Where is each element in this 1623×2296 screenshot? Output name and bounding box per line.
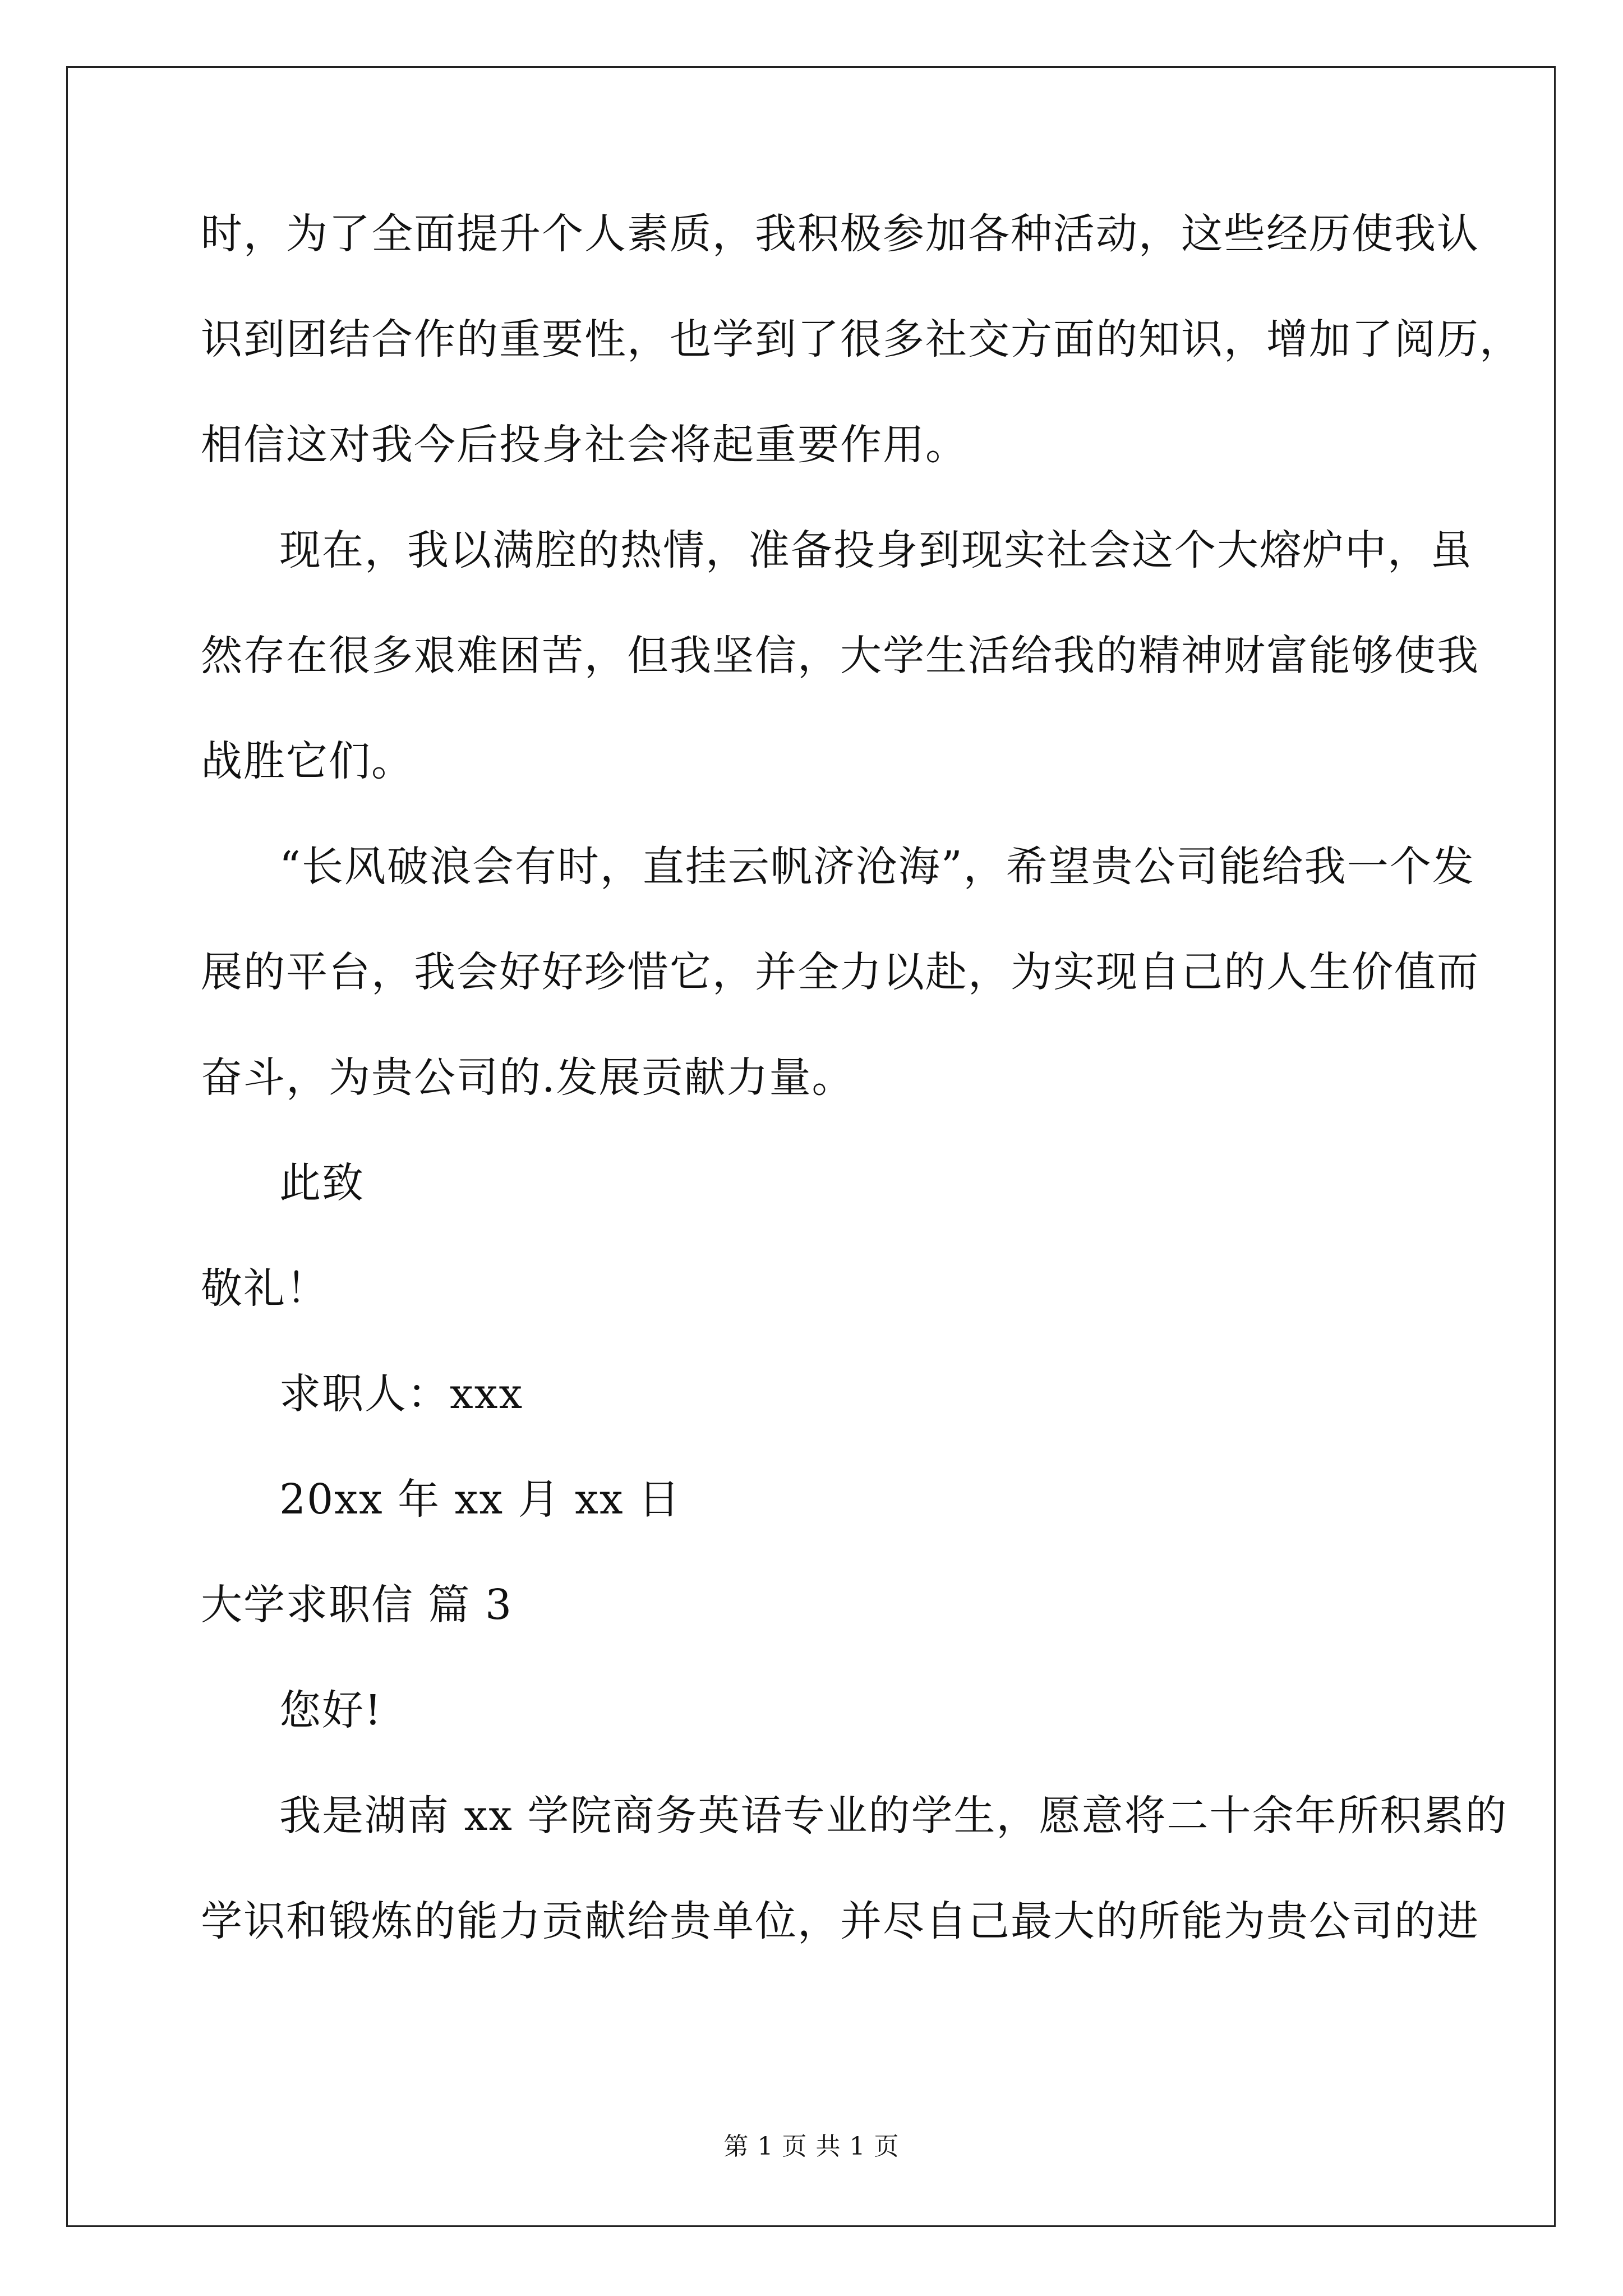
paragraph-line: 我是湖南 xx 学院商务英语专业的学生，愿意将二十余年所积累的 [279,1792,1508,1840]
signature-line: 求职人：xxx [279,1370,524,1418]
paragraph-line: 然存在很多艰难困苦，但我坚信，大学生活给我的精神财富能够使我 [201,632,1479,680]
paragraph-line: 相信这对我今后投身社会将起重要作用。 [201,421,968,469]
section-heading: 大学求职信 篇 3 [201,1581,513,1629]
paragraph-line: 学识和锻炼的能力贡献给贵单位，并尽自己最大的所能为贵公司的进 [201,1897,1479,1945]
date-line: 20xx 年 xx 月 xx 日 [279,1475,681,1524]
greeting-line: 您好! [279,1686,382,1734]
paragraph-line: 时，为了全面提升个人素质，我积极参加各种活动，这些经历使我认 [201,210,1479,258]
paragraph-line: 识到团结合作的重要性，也学到了很多社交方面的知识，增加了阅历， [201,315,1522,364]
paragraph-line: 奋斗，为贵公司的.发展贡献力量。 [201,1053,855,1102]
paragraph-line: 现在，我以满腔的热情，准备投身到现实社会这个大熔炉中，虽 [279,526,1473,574]
closing-regards: 敬礼！ [201,1264,329,1313]
closing-salutation: 此致 [279,1159,365,1207]
paragraph-line: 展的平台，我会好好珍惜它，并全力以赴，为实现自己的人生价值而 [201,948,1479,996]
page-footer: 第 1 页 共 1 页 [723,2132,900,2161]
paragraph-line: 战胜它们。 [201,737,414,785]
paragraph-line: “长风破浪会有时，直挂云帆济沧海”，希望贵公司能给我一个发 [279,843,1475,891]
